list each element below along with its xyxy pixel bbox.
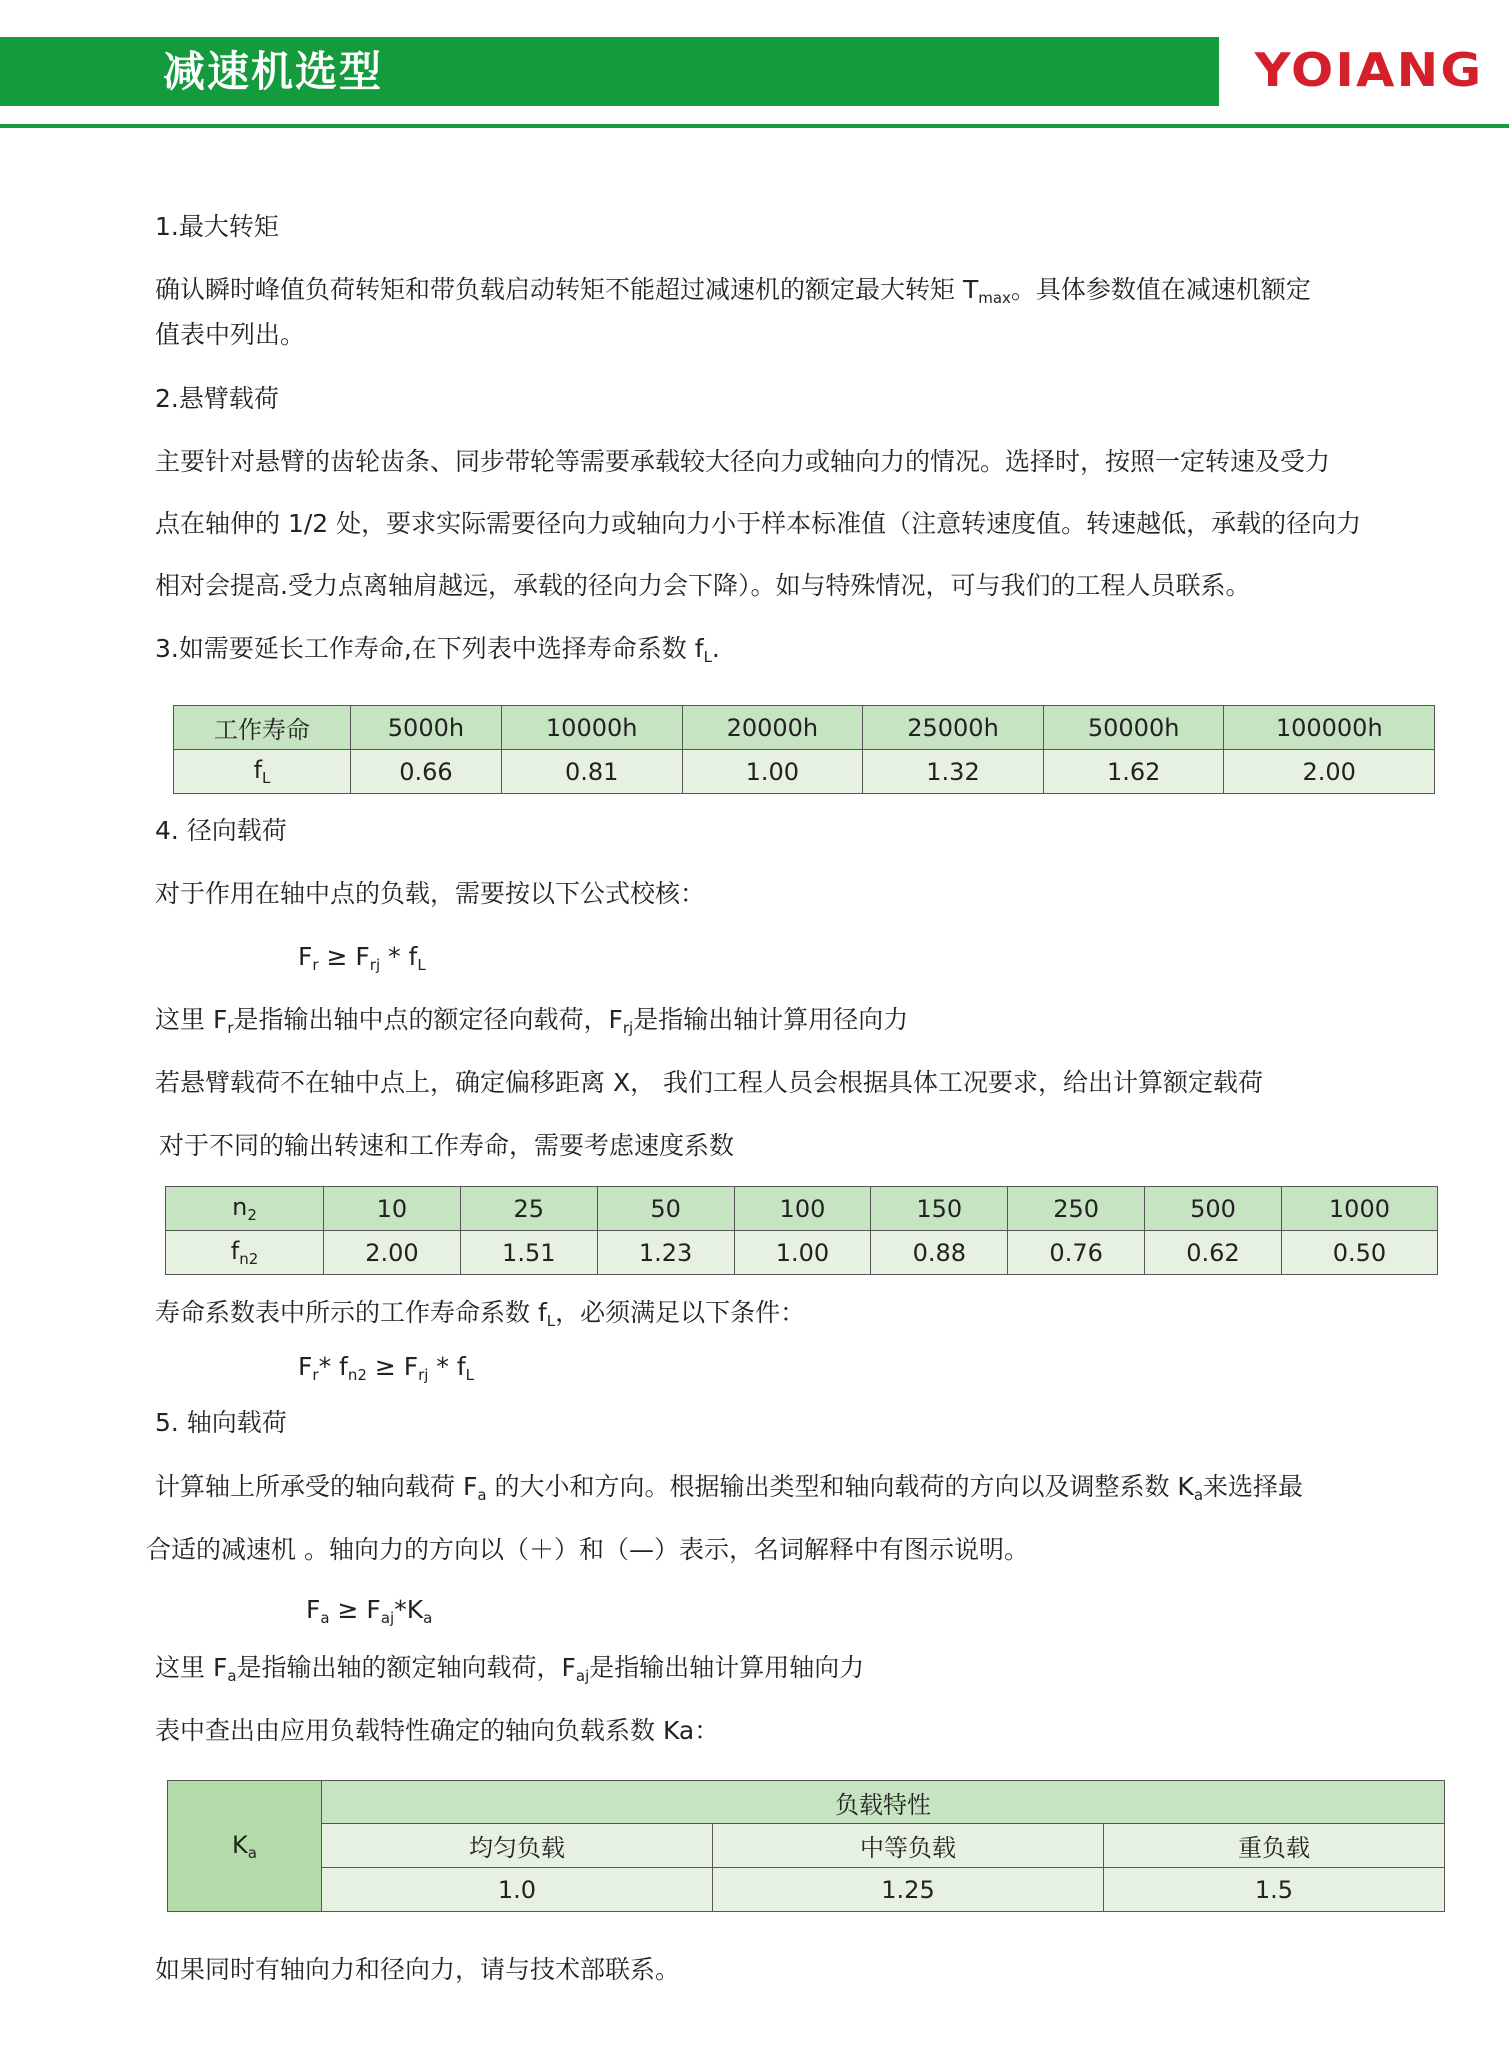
life-factor-value-cell: 0.66 (351, 750, 502, 794)
life-factor-value-cell: 0.81 (501, 750, 682, 794)
speed-factor-header-cell: 50 (597, 1187, 734, 1231)
life-factor-row-label: $f_L$ (174, 750, 351, 794)
axial-factor-value-cell: 1.0 (322, 1868, 713, 1912)
speed-factor-row-label: $n_2$ (166, 1187, 324, 1231)
axial-factor-group-row (168, 1781, 1445, 1824)
speed-factor-value-cell: 2.00 (324, 1231, 461, 1275)
section-1-heading: 1.最大转矩 (155, 212, 279, 241)
life-factor-value-cell: 2.00 (1224, 750, 1435, 794)
radial-explanation: 这里 $F_r$是指输出轴中点的额定径向载荷，$F_{rj}$是指输出轴计算用径向力 (155, 1005, 909, 1037)
life-factor-header-cell: 50000h (1043, 706, 1224, 750)
life-factor-header-cell: 5000h (351, 706, 502, 750)
speed-factor-header-cell: 250 (1008, 1187, 1145, 1231)
section-4-heading: 4. 径向载荷 (155, 816, 287, 845)
life-factor-value-cell: 1.32 (863, 750, 1044, 794)
axial-formula: $F_a \ge F_{aj}*K_a$ (306, 1595, 433, 1627)
radial-formula: $F_r \ge F_{rj} * f_L$ (298, 942, 426, 974)
life-factor-value-row (174, 750, 1435, 794)
section-1-paragraph-line-1: 确认瞬时峰值负荷转矩和带负载启动转矩不能超过减速机的额定最大转矩 $T_{max}$。具体参数值在减速机额定 (155, 275, 1311, 307)
section-4-intro: 对于作用在轴中点的负载，需要按以下公式校核： (155, 879, 706, 908)
life-factor-header-cell: 10000h (501, 706, 682, 750)
speed-factor-value-cell: 1.51 (460, 1231, 597, 1275)
speed-factor-value-cell: 1.23 (597, 1231, 734, 1275)
brand-logo: YOIANG (1254, 43, 1484, 97)
axial-factor-label: $K_a$ (168, 1781, 322, 1912)
speed-factor-header-cell: 10 (324, 1187, 461, 1231)
page-title: 减速机选型 (163, 47, 384, 96)
axial-factor-header-cell: 均匀负载 (322, 1824, 713, 1868)
life-factor-header-row (174, 706, 1435, 750)
life-factor-table (173, 705, 1435, 794)
section-2-heading: 2.悬臂载荷 (155, 384, 279, 413)
section-3-heading: 3.如需要延长工作寿命,在下列表中选择寿命系数 $f_L$. (155, 634, 720, 666)
speed-factor-table (165, 1186, 1438, 1275)
speed-factor-header-cell: 1000 (1281, 1187, 1437, 1231)
life-factor-value-cell: 1.62 (1043, 750, 1224, 794)
section-5-line-1: 计算轴上所承受的轴向载荷 $F_a$ 的大小和方向。根据输出类型和轴向载荷的方向以及调整系数 $K_a$来选择最 (155, 1472, 1304, 1504)
speed-factor-value-cell: 0.50 (1281, 1231, 1437, 1275)
speed-factor-header-cell: 100 (734, 1187, 871, 1231)
speed-factor-value-row (166, 1231, 1438, 1275)
speed-factor-value-cell: 0.76 (1008, 1231, 1145, 1275)
axial-factor-group-header: 负载特性 (322, 1781, 1445, 1824)
axial-factor-table (167, 1780, 1445, 1912)
section-2-line-1: 主要针对悬臂的齿轮齿条、同步带轮等需要承载较大径向力或轴向力的情况。选择时，按照一定转速及受力 (155, 447, 1331, 476)
life-factor-header-cell: 25000h (863, 706, 1044, 750)
life-factor-value-cell: 1.00 (682, 750, 863, 794)
section-5-heading: 5. 轴向载荷 (155, 1408, 287, 1437)
section-2-line-2: 点在轴伸的 1/2 处，要求实际需要径向力或轴向力小于样本标准值（注意转速度值。转速越低，承载的径向力 (155, 509, 1362, 538)
speed-factor-header-cell: 150 (871, 1187, 1008, 1231)
life-factor-header-cell: 100000h (1224, 706, 1435, 750)
offset-note: 若悬臂载荷不在轴中点上，确定偏移距离 X， 我们工程人员会根据具体工况要求，给出计算额定载荷 (155, 1068, 1264, 1097)
life-factor-header-cell: 20000h (682, 706, 863, 750)
axial-explanation: 这里 $F_a$是指输出轴的额定轴向载荷，$F_{aj}$是指输出轴计算用轴向力 (155, 1653, 865, 1685)
speed-factor-row-label: $f_{n2}$ (166, 1231, 324, 1275)
contact-note: 如果同时有轴向力和径向力，请与技术部联系。 (155, 1955, 681, 1984)
speed-factor-header-row (166, 1187, 1438, 1231)
speed-factor-header-cell: 25 (460, 1187, 597, 1231)
section-1-paragraph-line-2: 值表中列出。 (155, 320, 306, 349)
speed-factor-header-cell: 500 (1145, 1187, 1282, 1231)
life-condition-formula: $F_r*$ $f_{n2} \ge F_{rj} * f_L$ (298, 1352, 475, 1384)
speed-factor-value-cell: 0.62 (1145, 1231, 1282, 1275)
axial-factor-header-cell: 重负载 (1104, 1824, 1445, 1868)
speed-factor-intro: 对于不同的输出转速和工作寿命，需要考虑速度系数 (159, 1131, 735, 1160)
life-condition-text: 寿命系数表中所示的工作寿命系数 $f_L$，必须满足以下条件： (155, 1298, 806, 1330)
life-factor-header-cell: 工作寿命 (174, 706, 351, 750)
section-5-line-2: 合适的减速机 。轴向力的方向以（＋）和（—）表示，名词解释中有图示说明。 (146, 1535, 1029, 1564)
axial-factor-header-cell: 中等负载 (713, 1824, 1104, 1868)
speed-factor-value-cell: 0.88 (871, 1231, 1008, 1275)
axial-factor-value-row (168, 1868, 1445, 1912)
section-2-line-3: 相对会提高.受力点离轴肩越远，承载的径向力会下降）。如与特殊情况，可与我们的工程人员联系。 (155, 571, 1251, 600)
speed-factor-value-cell: 1.00 (734, 1231, 871, 1275)
axial-factor-header-row (168, 1824, 1445, 1868)
header-divider (0, 124, 1509, 128)
axial-factor-value-cell: 1.5 (1104, 1868, 1445, 1912)
axial-table-intro: 表中查出由应用负载特性确定的轴向负载系数 Ka： (155, 1716, 720, 1745)
axial-factor-value-cell: 1.25 (713, 1868, 1104, 1912)
